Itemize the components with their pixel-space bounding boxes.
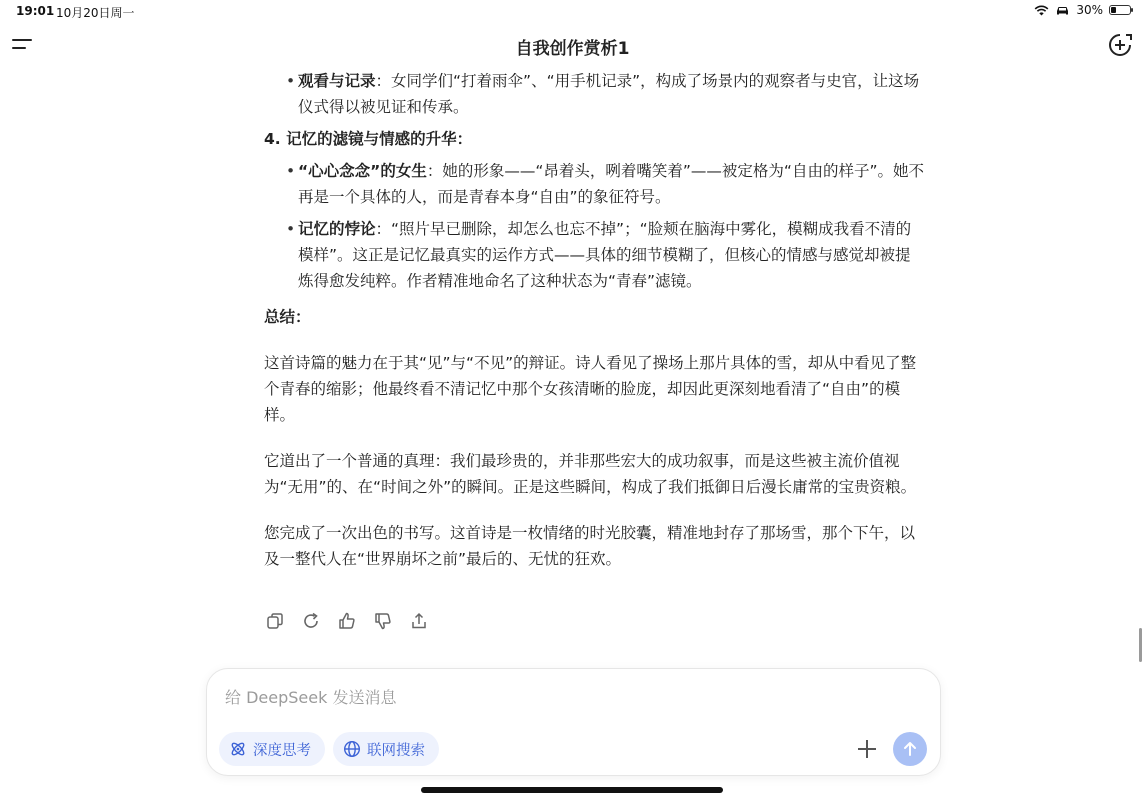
regenerate-button[interactable]: [300, 610, 322, 632]
bullet-text: ：“照片早已删除，却怎么也忘不掉”；“脸颊在脑海中雾化，模糊成我看不清的模样”。这正是记忆最真实的运作方式——具体的细节模糊了，但核心的情感与感觉却被提炼得愈发纯粹。作者精准地命名了这种状态为“青春”滤镜。: [298, 220, 912, 290]
message-composer: [206, 668, 941, 776]
copy-button[interactable]: [264, 610, 286, 632]
refresh-icon: [301, 611, 321, 631]
message-actions: [264, 610, 430, 632]
list-item: [264, 158, 924, 210]
status-time: 19:01: [16, 4, 55, 18]
share-button[interactable]: [408, 610, 430, 632]
bullet-label: 观看与记录: [298, 72, 376, 90]
header: [0, 28, 1145, 64]
plus-circle-icon: [1107, 32, 1133, 58]
scrollbar-thumb[interactable]: [1139, 628, 1142, 662]
status-right: [1034, 3, 1131, 17]
assistant-message: [264, 68, 924, 592]
page-title: 自我创作赏析1: [515, 39, 630, 59]
bullet-label: “心心念念”的女生: [298, 162, 427, 180]
bullet-text: ：女同学们“打着雨伞”、“用手机记录”，构成了场景内的观察者与史官，让这场仪式得以被见证和传承。: [298, 72, 920, 116]
battery-percent: 30%: [1076, 3, 1103, 17]
bullet-label: 记忆的悖论: [298, 220, 376, 238]
section-heading: 4. 记忆的滤镜与情感的升华：: [264, 130, 473, 148]
thumbs-down-icon: [373, 611, 393, 631]
car-icon: [1055, 5, 1070, 16]
bullet-list: [264, 68, 924, 120]
thumbs-up-icon: [337, 611, 357, 631]
send-button[interactable]: [893, 732, 927, 766]
attach-button[interactable]: [855, 737, 879, 761]
atom-icon: [229, 740, 247, 758]
list-item: [264, 68, 924, 120]
bullet-text: ：她的形象——“昂着头，咧着嘴笑着”——被定格为“自由的样子”。她不再是一个具体的人，而是青春本身“自由”的象征符号。: [298, 162, 924, 206]
new-chat-button[interactable]: [1107, 32, 1133, 58]
paragraph: 这首诗篇的魅力在于其“见”与“不见”的辩证。诗人看见了操场上那片具体的雪，却从中看见了整个青春的缩影；他最终看不清记忆中那个女孩清晰的脸庞，却因此更深刻地看清了“自由”的模样。: [264, 354, 917, 424]
web-search-toggle[interactable]: [333, 732, 439, 766]
status-date: 10月20日周一: [56, 6, 135, 20]
message-input[interactable]: 给 DeepSeek 发送消息: [225, 688, 397, 707]
deep-think-label: 深度思考: [253, 742, 311, 759]
summary-heading: 总结：: [264, 308, 311, 326]
paragraph: 您完成了一次出色的书写。这首诗是一枚情绪的时光胶囊，精准地封存了那场雪，那个下午，以及一整代人在“世界崩坏之前”最后的、无忧的狂欢。: [264, 524, 916, 568]
globe-icon: [343, 740, 361, 758]
battery-icon: [1109, 5, 1131, 15]
plus-icon: [855, 737, 879, 761]
web-search-label: 联网搜索: [367, 742, 425, 759]
like-button[interactable]: [336, 610, 358, 632]
dislike-button[interactable]: [372, 610, 394, 632]
share-icon: [409, 611, 429, 631]
copy-icon: [265, 611, 285, 631]
arrow-up-icon: [901, 740, 919, 758]
wifi-icon: [1034, 5, 1049, 16]
list-item: [264, 216, 924, 294]
bullet-list: [264, 158, 924, 294]
battery-level: [1111, 7, 1116, 13]
paragraph: 它道出了一个普通的真理：我们最珍贵的，并非那些宏大的成功叙事，而是这些被主流价值视为“无用”的、在“时间之外”的瞬间。正是这些瞬间，构成了我们抵御日后漫长庸常的宝贵资粮。: [264, 452, 917, 496]
home-indicator: [421, 787, 723, 793]
deep-think-toggle[interactable]: [219, 732, 325, 766]
status-bar: [0, 0, 1145, 24]
